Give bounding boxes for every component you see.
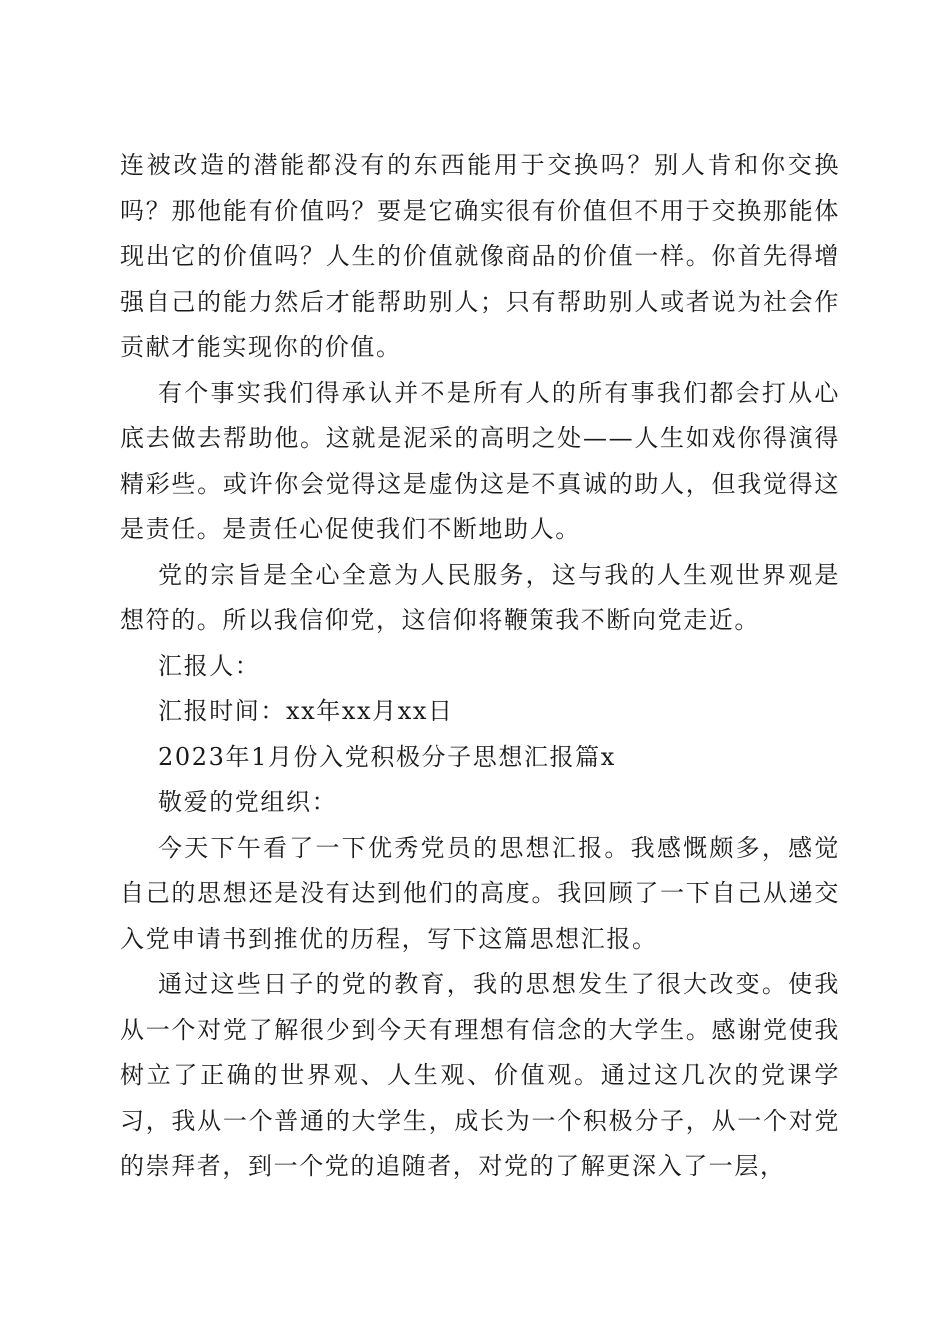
report-date-line: 汇报时间：xx年xx月xx日	[158, 697, 454, 725]
paragraph-responsibility: 有个事实我们得承认并不是所有人的所有事我们都会打从心底去做去帮助他。这就是泥采的高明之处——人生如戏你得演得精彩些。或许你会觉得这是虚伪这是不真诚的助人，但我觉得这是责任。是责任心促使我们不断地助人。	[120, 378, 840, 543]
paragraph-reflection: 今天下午看了一下优秀党员的思想汇报。我感慨颇多，感觉自己的思想还是没有达到他们的高度。我回顾了一下自己从递交入党申请书到推优的历程，写下这篇思想汇报。	[120, 833, 840, 953]
document-body	[120, 143, 840, 1190]
salutation: 敬爱的党组织：	[158, 788, 338, 816]
section-title: 2023年1月份入党积极分子思想汇报篇x	[158, 742, 616, 771]
reporter-label: 汇报人：	[158, 651, 261, 680]
paragraph-education: 通过这些日子的党的教育，我的思想发生了很大改变。使我从一个对党了解很少到今天有理想有信念的大学生。感谢党使我树立了正确的世界观、人生观、价值观。通过这几次的党课学习，我从一个普通的大学生，成长为一个积极分子，从一个对党的崇拜者，到一个党的追随者，对党的了解更深入了一层，	[120, 970, 840, 1180]
paragraph-party-purpose: 党的宗旨是全心全意为人民服务，这与我的人生观世界观是想符的。所以我信仰党，这信仰将鞭策我不断向党走近。	[120, 560, 840, 634]
paragraph-value-of-life: 连被改造的潜能都没有的东西能用于交换吗？别人肯和你交换吗？那他能有价值吗？要是它确实很有价值但不用于交换那能体现出它的价值吗？人生的价值就像商品的价值一样。你首先得增强自己的能力然后才能帮助别人；只有帮助别人或者说为社会作贡献才能实现你的价值。	[120, 151, 840, 361]
